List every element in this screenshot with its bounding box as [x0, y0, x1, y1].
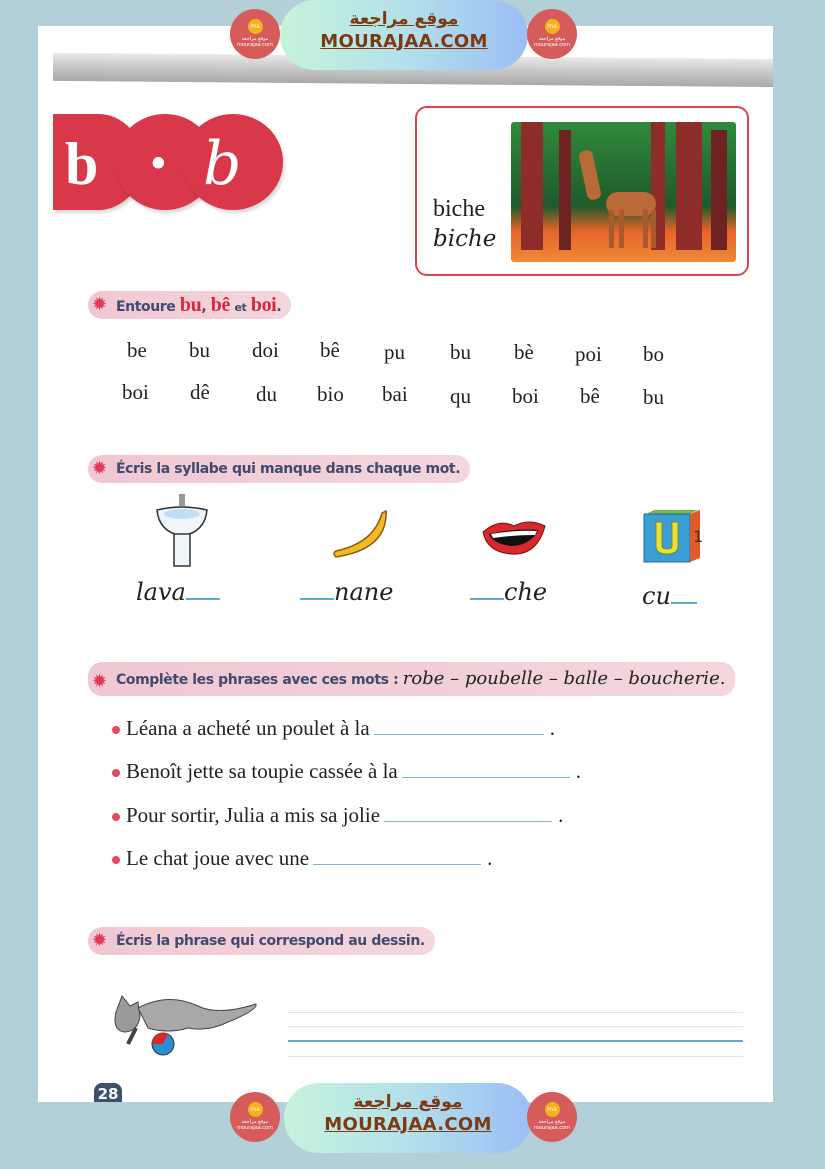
syllable[interactable]: boi	[512, 384, 539, 408]
syllable[interactable]: bu	[643, 385, 664, 409]
writing-guide-line	[288, 1056, 743, 1057]
syllable[interactable]: dê	[190, 380, 210, 404]
syllable[interactable]: poi	[575, 342, 602, 366]
word-cube: cu	[642, 582, 697, 610]
syllable[interactable]: bè	[514, 340, 534, 364]
syllable-row-2	[124, 380, 704, 410]
logo-icon: ma	[248, 19, 263, 34]
deer-forest-illustration	[511, 122, 736, 262]
answer-line[interactable]	[374, 733, 544, 735]
logo-icon: ma	[545, 19, 560, 34]
letter-print: b	[65, 131, 99, 197]
exercise3-instruction: ✹ Complète les phrases avec ces mots : robe – poubelle – balle – boucherie.	[88, 662, 735, 696]
word-banane: nane	[300, 578, 393, 606]
syllable[interactable]: boi	[122, 380, 149, 404]
writing-line[interactable]	[288, 1040, 743, 1042]
star-icon: ✹	[92, 458, 107, 479]
cube-icon	[642, 508, 704, 564]
svg-text:1: 1	[693, 527, 704, 546]
syllable[interactable]: bu	[450, 340, 471, 364]
bullet-icon	[112, 856, 120, 864]
letter-header	[53, 114, 278, 214]
star-icon: ✹	[92, 930, 107, 951]
syllable[interactable]: bo	[643, 342, 664, 366]
sentence-3: Pour sortir, Julia a mis sa jolie .	[112, 803, 563, 828]
watermark-badge: ma موقع مراجعة mourajaa.com	[527, 1092, 577, 1142]
logo-icon: ma	[545, 1102, 560, 1117]
letter-cursive: b	[203, 129, 242, 199]
syllable[interactable]: bu	[189, 338, 210, 362]
syllable[interactable]: doi	[252, 338, 279, 362]
mouth-icon	[481, 516, 547, 558]
writing-guide-line	[288, 1026, 743, 1027]
watermark-link[interactable]: موقع مراجعة MOURAJAA.COM	[280, 0, 528, 70]
syllable[interactable]: du	[256, 382, 277, 406]
exercise2-instruction: ✹ Écris la syllabe qui manque dans chaque mot.	[88, 455, 470, 483]
answer-line[interactable]	[313, 863, 481, 865]
bullet-icon	[112, 769, 120, 777]
word-bouche: che	[470, 578, 547, 606]
sentence-4: Le chat joue avec une .	[112, 846, 492, 871]
word-card	[415, 106, 749, 276]
word-print: biche	[433, 196, 485, 222]
sink-icon	[153, 492, 211, 568]
watermark-bottom	[230, 1083, 580, 1153]
banana-icon	[328, 509, 393, 564]
answer-line[interactable]	[402, 776, 570, 778]
syllable[interactable]: bai	[382, 382, 408, 406]
missing-syllable-blank[interactable]	[470, 598, 504, 600]
watermark-badge: ma موقع مراجعة mourajaa.com	[230, 9, 280, 59]
star-icon: ✹	[92, 294, 107, 315]
logo-icon: ma	[248, 1102, 263, 1117]
answer-line[interactable]	[384, 820, 552, 822]
watermark-link[interactable]: موقع مراجعة MOURAJAA.COM	[284, 1083, 532, 1153]
syllable[interactable]: pu	[384, 340, 405, 364]
page-number: 28	[94, 1083, 122, 1102]
missing-syllable-blank[interactable]	[186, 598, 220, 600]
worksheet-page	[38, 26, 773, 1102]
syllable[interactable]: bê	[320, 338, 340, 362]
deer-icon	[578, 149, 602, 201]
watermark-top	[230, 0, 580, 70]
letter-separator: •	[151, 141, 166, 187]
cat-with-ball-icon	[108, 988, 263, 1058]
word-lava: lava	[136, 578, 220, 606]
syllable[interactable]: be	[127, 338, 147, 362]
word-cursive: biche	[433, 226, 497, 252]
writing-guide-line	[288, 1012, 743, 1013]
exercise1-instruction: ✹ Entoure bu, bê et boi.	[88, 291, 291, 319]
missing-syllable-blank[interactable]	[300, 598, 334, 600]
sentence-1: Léana a acheté un poulet à la .	[112, 716, 555, 741]
sentence-2: Benoît jette sa toupie cassée à la .	[112, 759, 581, 784]
watermark-badge: ma موقع مراجعة mourajaa.com	[230, 1092, 280, 1142]
word-bank: robe – poubelle – balle – boucherie.	[402, 668, 726, 689]
star-icon: ✹	[92, 671, 107, 692]
syllable[interactable]: bio	[317, 382, 344, 406]
exercise4-instruction: ✹ Écris la phrase qui correspond au dessin.	[88, 927, 435, 955]
watermark-badge: ma موقع مراجعة mourajaa.com	[527, 9, 577, 59]
bullet-icon	[112, 813, 120, 821]
bullet-icon	[112, 726, 120, 734]
missing-syllable-blank[interactable]	[671, 602, 697, 604]
syllable-row-1	[124, 338, 704, 368]
syllable[interactable]: qu	[450, 384, 471, 408]
syllable[interactable]: bê	[580, 384, 600, 408]
